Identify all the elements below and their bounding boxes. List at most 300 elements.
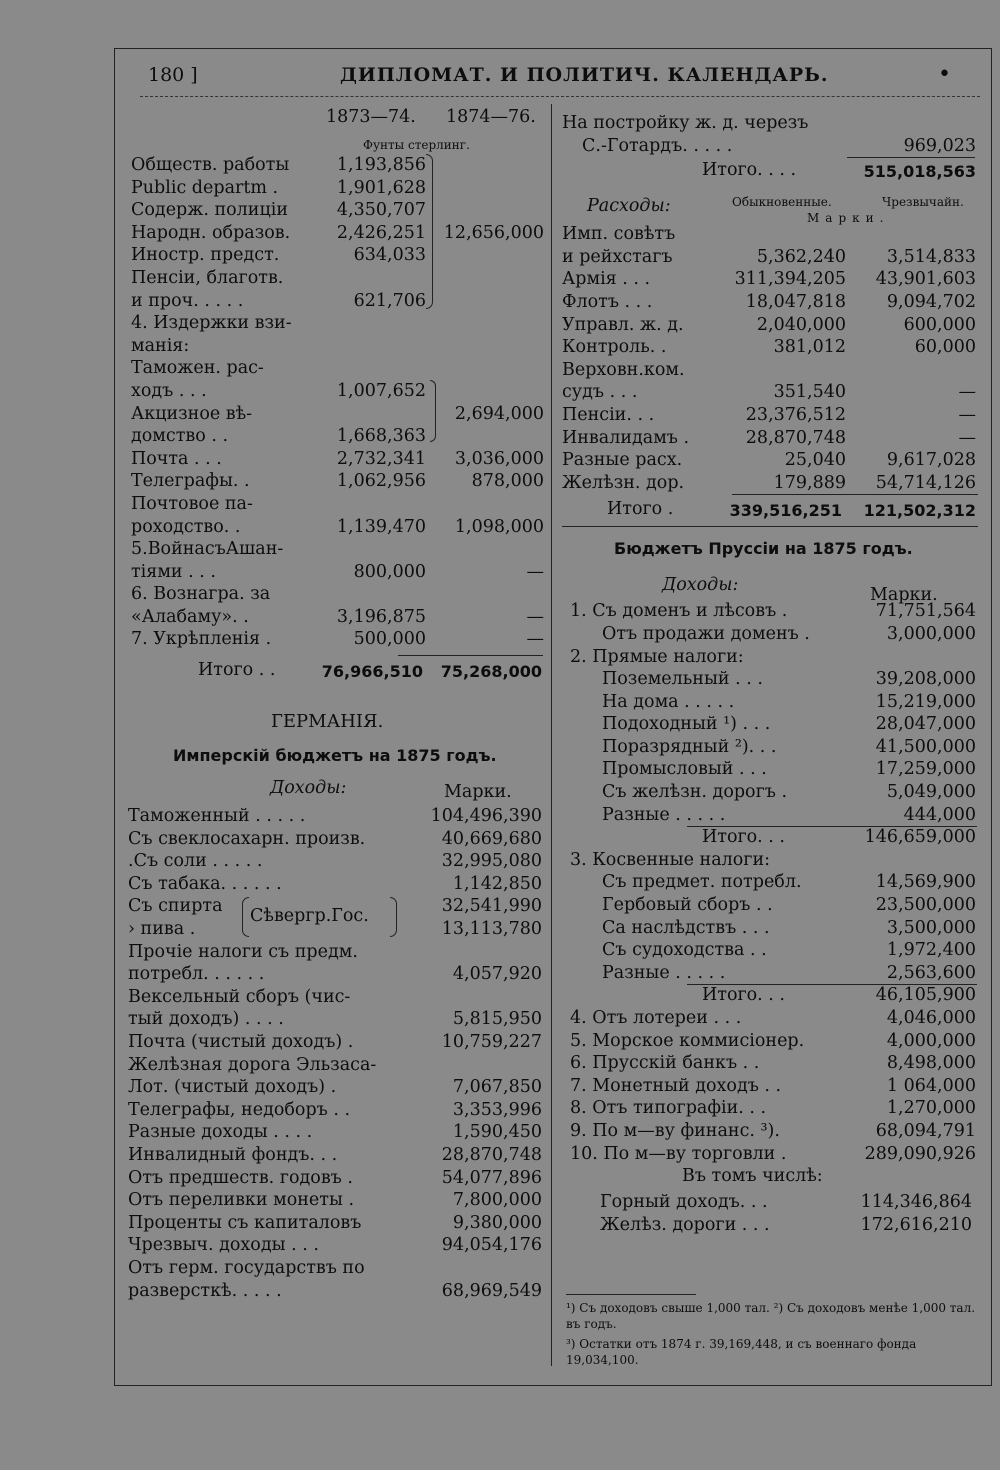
exp-total-label: Итого . [607, 499, 674, 520]
germany-row-value: 7,067,850 [452, 1077, 542, 1098]
germany-row [128, 1234, 548, 1257]
germany-row [128, 1212, 548, 1235]
column-separator [551, 104, 552, 1366]
expense-row [562, 381, 978, 404]
prussia-row-value: 444,000 [903, 804, 976, 825]
expense-row-label: и рейхстагъ [562, 246, 673, 267]
germany-row [128, 1257, 548, 1280]
uk-row-v2: — [526, 629, 544, 650]
germany-row-label: Отъ переливки монеты . [128, 1190, 355, 1211]
germany-row-value: 94,054,176 [441, 1235, 542, 1256]
gotthard-row-label: С.-Готардъ. . . . . [582, 135, 733, 156]
uk-row-v1: 2,426,251 [336, 222, 426, 243]
germany-row-value: 10,759,227 [441, 1032, 542, 1052]
uk-row-label: Содерж. полиціи [131, 200, 288, 221]
brace-group-2 [430, 380, 436, 442]
prussia-row [562, 1097, 978, 1120]
expense-row-label: Имп. совѣтъ [562, 224, 676, 245]
expense-row [562, 223, 978, 246]
prussia-row-value: 3,000,000 [886, 623, 976, 644]
prussia-row-value: 68,094,791 [875, 1120, 976, 1141]
including-label: Въ томъ числѣ: [682, 1166, 823, 1187]
prussia-row-label: Отъ продажи доменъ . [602, 623, 810, 644]
expense-row-v1: 25,040 [784, 450, 846, 471]
uk-table [128, 154, 548, 651]
uk-total-rule [398, 655, 543, 656]
uk-row-label: роходство. . [131, 516, 241, 537]
exp-total-v1: 339,516,251 [729, 501, 842, 521]
prussia-row-label: 9. По м—ву финанс. ³). [570, 1120, 780, 1141]
uk-row-label: домство . . [131, 426, 229, 447]
expense-row-v1: 5,362,240 [756, 246, 846, 267]
header-rule [140, 96, 980, 103]
germany-row [128, 1008, 548, 1031]
uk-row [128, 267, 548, 290]
prussia-title: Бюджетъ Пруссіи на 1875 годъ. [614, 539, 913, 559]
uk-row-label: 5.ВойнасъАшан- [131, 539, 284, 560]
prussia-row-value: 28,047,000 [875, 714, 976, 735]
germany-row-label: .Съ соли . . . . . [128, 851, 263, 872]
germany-row-label: Таможенный . . . . . [128, 806, 306, 827]
prussia-row [562, 1143, 978, 1166]
uk-row-v2: 12,656,000 [443, 222, 544, 243]
prussia-row-value: 14,569,900 [875, 872, 976, 893]
expense-row [562, 291, 978, 314]
gotthard-row [562, 135, 978, 158]
uk-row [128, 403, 548, 426]
prussia-row-label: Разные . . . . . [602, 962, 726, 983]
uk-row-label: 4. Издержки взи- [131, 313, 292, 334]
uk-row-v1: 800,000 [353, 561, 426, 582]
prussia-row-label: Итого. . . [702, 985, 785, 1006]
uk-row-v1: 1,007,652 [336, 380, 426, 401]
uk-row [128, 177, 548, 200]
uk-row-label: Пенсіи, благотв. [131, 267, 284, 288]
expense-row [562, 404, 978, 427]
prussia-row-label: 7. Монетный доходъ . . [570, 1075, 782, 1096]
prussia-row-label: Подоходный ¹) . . . [602, 714, 771, 735]
exp-col2-head: Чрезвычайн. [882, 195, 964, 210]
expense-row [562, 336, 978, 359]
prussia-row-label: Съ желѣзн. дорогъ . [602, 782, 788, 803]
expense-row-label: Пенсіи. . . [562, 404, 655, 425]
expense-row-v2: 600,000 [903, 314, 976, 335]
uk-row-v2: 3,036,000 [454, 448, 544, 469]
prussia-row-value: 15,219,000 [875, 691, 976, 712]
uk-row [128, 561, 548, 584]
exp-unit: Марки. [807, 211, 890, 226]
germany-row-value: 104,496,390 [430, 806, 542, 827]
uk-row-v2: 878,000 [471, 471, 544, 492]
germany-row-label: Разные доходы . . . . [128, 1122, 313, 1143]
footnote-1: ¹) Съ доходовъ свыше 1,000 тал. ²) Съ доходовъ менѣе 1,000 тал. въ годъ. [566, 1301, 976, 1331]
prussia-row-value: 2,563,600 [886, 962, 976, 983]
prussia-row [562, 1075, 978, 1098]
uk-row-label: Public departm . [131, 177, 279, 198]
prussia-row-value: 1,270,000 [886, 1098, 976, 1119]
expense-row-v1: 311,394,205 [734, 269, 846, 290]
prussia-table [562, 600, 978, 1165]
germany-row-label: Почта (чистый доходъ) . [128, 1032, 354, 1052]
uk-row [128, 199, 548, 222]
uk-row-label: Почтовое па- [131, 493, 253, 514]
prussia-row-value: 39,208,000 [875, 669, 976, 690]
germany-row-label: тый доходъ) . . . . [128, 1009, 284, 1030]
prussia-row-label: Итого. . . [702, 827, 785, 848]
including-table [562, 1191, 978, 1236]
expense-row [562, 268, 978, 291]
germany-row [128, 986, 548, 1009]
prussia-row [562, 826, 978, 849]
germany-row [128, 805, 548, 828]
expense-row-label: Верховн.ком. [562, 359, 685, 380]
prussia-row-label: 5. Морское коммисіонер. [570, 1030, 805, 1051]
germany-row [128, 828, 548, 851]
expense-row-label: Флотъ . . . [562, 291, 653, 312]
uk-row [128, 448, 548, 471]
expense-row [562, 427, 978, 450]
germany-row-label: Инвалидный фондъ. . . [128, 1144, 338, 1165]
uk-row-v1: 2,732,341 [336, 448, 426, 469]
germany-row-label: › пива . [128, 919, 196, 940]
uk-row-label: Почта . . . [131, 448, 222, 469]
expense-row-v2: — [958, 382, 976, 403]
germany-row-label: Проценты съ капиталовъ [128, 1212, 362, 1233]
prussia-row-value: 3,500,000 [886, 917, 976, 938]
uk-row [128, 425, 548, 448]
uk-row-v1: 1,139,470 [336, 516, 426, 537]
prussia-row [562, 781, 978, 804]
expense-row [562, 359, 978, 382]
uk-total-v2: 75,268,000 [440, 662, 542, 682]
prussia-row-value: 1 064,000 [886, 1075, 976, 1096]
expense-row [562, 472, 978, 495]
germany-income-label: Доходы: [270, 778, 347, 799]
uk-row [128, 154, 548, 177]
expense-row-label: Инвалидамъ . [562, 427, 690, 448]
including-row [562, 1191, 978, 1214]
uk-row [128, 290, 548, 313]
uk-row-label: и проч. . . . . [131, 290, 244, 311]
germany-row-label: Вексельный сборъ (чис- [128, 986, 351, 1007]
uk-row [128, 244, 548, 267]
uk-row [128, 312, 548, 335]
germany-row-value: 1,590,450 [452, 1122, 542, 1143]
uk-row [128, 628, 548, 651]
uk-row [128, 516, 548, 539]
uk-row-label: тіями . . . [131, 561, 216, 582]
including-row-label: Горный доходъ. . . [600, 1192, 768, 1213]
germany-row [128, 1144, 548, 1167]
expense-row-label: Управл. ж. д. [562, 314, 684, 335]
germany-row-value: 3,353,996 [452, 1099, 542, 1120]
gotthard-row-value: 969,023 [903, 135, 976, 156]
prussia-row-label: Съ предмет. потребл. [602, 872, 802, 893]
page-header [128, 60, 973, 100]
brace-group-1 [426, 154, 433, 309]
prussia-row [562, 646, 978, 669]
including-row [562, 1214, 978, 1237]
germany-row-label: Отъ предшеств. годовъ . [128, 1167, 353, 1188]
expense-row-label: Разные расх. [562, 450, 683, 471]
uk-row [128, 335, 548, 358]
uk-row [128, 606, 548, 629]
including-row-value: 172,616,210 [860, 1214, 972, 1235]
germany-row-value: 54,077,896 [441, 1167, 542, 1188]
currency-label: Фунты стерлинг. [363, 138, 470, 152]
uk-row [128, 470, 548, 493]
expense-row-v1: 2,040,000 [756, 314, 846, 335]
prussia-row [562, 1120, 978, 1143]
uk-row-v2: — [526, 606, 544, 627]
germany-row [128, 873, 548, 896]
prussia-row-label: 8. Отъ типографіи. . . [570, 1098, 767, 1119]
uk-row-label: «Алабаму». . [131, 606, 249, 627]
germany-row [128, 941, 548, 964]
germany-row-value: 40,669,680 [441, 828, 542, 849]
gotthard-row-label: На постройку ж. д. черезъ [562, 113, 809, 133]
germany-marks-label: Марки. [444, 782, 512, 803]
gotthard-row [562, 112, 978, 135]
germany-row-label: Отъ герм. государствъ по [128, 1257, 365, 1278]
germany-table [128, 805, 548, 1302]
prussia-row [562, 668, 978, 691]
prussia-row-value: 146,659,000 [864, 827, 976, 848]
germany-row-label: Прочіе налоги съ предм. [128, 941, 358, 962]
uk-row-label: Обществ. работы [131, 155, 290, 175]
germany-row [128, 1167, 548, 1190]
expense-row-v1: 351,540 [773, 382, 846, 403]
running-title: ДИПЛОМАТ. И ПОЛИТИЧ. КАЛЕНДАРЬ. [340, 64, 829, 86]
germany-row-label: Лот. (чистый доходъ) . [128, 1077, 337, 1098]
including-row-value: 114,346,864 [860, 1192, 972, 1213]
right-column [562, 112, 978, 1236]
gotthard-table [562, 112, 978, 157]
expense-row-v1: 179,889 [773, 472, 846, 493]
prussia-row-value: 23,500,000 [875, 895, 976, 916]
prussia-income-label: Доходы: [662, 575, 739, 596]
germany-row-label: Съ спирта [128, 896, 223, 917]
year-col-2: 1874—76. [446, 107, 536, 127]
prussia-row-value: 71,751,564 [875, 601, 976, 622]
germany-row-label: Желѣзная дорога Эльзаса- [128, 1054, 377, 1075]
germany-row-value: 32,995,080 [441, 851, 542, 872]
exp-col1-head: Обыкновенные. [732, 195, 832, 210]
prussia-row-value: 46,105,900 [875, 985, 976, 1006]
footnote-rule [566, 1294, 696, 1295]
prussia-marks-label: Марки. [870, 585, 938, 606]
uk-row-v2: 1,098,000 [454, 516, 544, 537]
uk-row [128, 357, 548, 380]
germany-row [128, 1099, 548, 1122]
uk-row-v1: 634,033 [353, 245, 426, 266]
prussia-row [562, 691, 978, 714]
prussia-row [562, 917, 978, 940]
uk-row [128, 583, 548, 606]
expense-row-v1: 381,012 [773, 337, 846, 358]
germany-row-value: 4,057,920 [452, 964, 542, 985]
expense-row-v2: 9,094,702 [886, 291, 976, 312]
germany-row-value: 68,969,549 [441, 1280, 542, 1301]
uk-row-label: манія: [131, 335, 190, 356]
prussia-row-label: Гербовый сборъ . . [602, 895, 773, 916]
prussia-row-value: 8,498,000 [886, 1053, 976, 1074]
prussia-row [562, 1007, 978, 1030]
including-row-label: Желѣз. дороги . . . [600, 1214, 770, 1235]
left-column [128, 106, 548, 1302]
expense-row-v2: 60,000 [914, 337, 976, 358]
prussia-row-value: 5,049,000 [886, 782, 976, 803]
uk-row-label: Телеграфы. . [131, 471, 250, 492]
germany-row [128, 1031, 548, 1054]
germany-row [128, 963, 548, 986]
germany-row [128, 1054, 548, 1077]
germany-row [128, 850, 548, 873]
prussia-row [562, 713, 978, 736]
prussia-row-label: 3. Косвенные налоги: [570, 849, 771, 870]
uk-row-label: Таможен. рас- [131, 358, 264, 379]
uk-total-label: Итого . . [198, 660, 276, 681]
expense-row-v2: 3,514,833 [886, 246, 976, 267]
germany-row-value: 7,800,000 [452, 1190, 542, 1211]
expense-row-v2: — [958, 427, 976, 448]
germany-row-label: потребл. . . . . . [128, 964, 265, 985]
prussia-row-value: 17,259,000 [875, 759, 976, 780]
prussia-row [562, 600, 978, 623]
expense-row-v2: 43,901,603 [875, 269, 976, 290]
germany-row [128, 1076, 548, 1099]
uk-row-v2: — [526, 561, 544, 582]
prussia-row-label: Промысловый . . . [602, 759, 767, 780]
prussia-row-label: На дома . . . . . [602, 691, 735, 712]
prussia-row [562, 804, 978, 827]
expense-row-v2: 54,714,126 [875, 472, 976, 493]
uk-row-v1: 1,062,956 [336, 471, 426, 492]
uk-row-label: 6. Вознагра. за [131, 584, 271, 605]
germany-row-value: 1,142,850 [452, 873, 542, 894]
prussia-row [562, 1052, 978, 1075]
expense-row-label: Армія . . . [562, 269, 651, 290]
expense-row-v1: 28,870,748 [745, 427, 846, 448]
prussia-row [562, 623, 978, 646]
uk-row-label: Иностр. предст. [131, 245, 280, 266]
spirit-beer-brace-right [390, 897, 397, 937]
expense-row-v1: 23,376,512 [745, 404, 846, 425]
expense-row-label: судъ . . . [562, 382, 638, 403]
prussia-row-label: 6. Прусскій банкъ . . [570, 1053, 760, 1074]
expense-row-v2: — [958, 404, 976, 425]
germany-row [128, 1189, 548, 1212]
uk-row-v1: 500,000 [353, 629, 426, 650]
prussia-row-label: Разные . . . . . [602, 804, 726, 825]
prussia-row-label: 2. Прямые налоги: [570, 646, 744, 667]
prussia-row [562, 849, 978, 872]
germany-row-value: 13,113,780 [441, 919, 542, 940]
uk-row [128, 493, 548, 516]
top-total-value: 515,018,563 [863, 162, 976, 182]
prussia-row [562, 962, 978, 985]
prussia-row [562, 871, 978, 894]
expense-row-label: Желѣзн. дор. [562, 472, 685, 493]
prussia-row [562, 736, 978, 759]
uk-row-label: 7. Укрѣпленія . [131, 629, 272, 650]
uk-row-v1: 4,350,707 [336, 200, 426, 221]
expenses-label: Расходы: [587, 196, 671, 217]
uk-row-label: Народн. образов. [131, 222, 291, 243]
uk-row [128, 222, 548, 245]
footnote-2: ³) Остатки отъ 1874 г. 39,169,448, и съ военнаго фонда 19,034,100. [566, 1337, 917, 1367]
prussia-row-value: 4,000,000 [886, 1030, 976, 1051]
germany-title: ГЕРМАНІЯ. [271, 711, 384, 733]
germany-row-label: Телеграфы, недоборъ . . [128, 1099, 351, 1120]
uk-row-v1: 3,196,875 [336, 606, 426, 627]
prussia-row-label: Поразрядный ²). . . [602, 736, 777, 757]
spirit-beer-note: Сѣвергр.Гос. [250, 906, 369, 927]
germany-row-value: 5,815,950 [452, 1009, 542, 1030]
prussia-row [562, 939, 978, 962]
germany-row [128, 1121, 548, 1144]
expenses-table [562, 223, 978, 494]
germany-row [128, 1280, 548, 1303]
uk-row-v1: 1,193,856 [336, 155, 426, 175]
germany-row-label: Чрезвыч. доходы . . . [128, 1235, 319, 1256]
prussia-row [562, 1030, 978, 1053]
germany-row-label: разверсткѣ. . . . . [128, 1280, 282, 1301]
prussia-row [562, 984, 978, 1007]
germany-row-label: Съ свеклосахарн. произв. [128, 828, 366, 849]
header-mark: • [938, 62, 951, 87]
expense-row [562, 246, 978, 269]
prussia-row-value: 4,046,000 [886, 1008, 976, 1028]
uk-row-v1: 621,706 [353, 290, 426, 311]
prussia-row [562, 894, 978, 917]
prussia-row-label: Съ судоходства . . [602, 940, 767, 961]
germany-row-label: Съ табака. . . . . . [128, 873, 282, 894]
uk-row-label: ходъ . . . [131, 380, 207, 401]
uk-row-v2: 2,694,000 [454, 403, 544, 424]
uk-row [128, 380, 548, 403]
prussia-row-value: 41,500,000 [875, 736, 976, 757]
prussia-row-value: 289,090,926 [864, 1143, 976, 1164]
uk-total-v1: 76,966,510 [321, 662, 423, 682]
prussia-row-value: 1,972,400 [886, 940, 976, 961]
exp-total-v2: 121,502,312 [863, 501, 976, 521]
spirit-beer-brace-left [242, 897, 249, 937]
expense-row [562, 314, 978, 337]
prussia-row [562, 758, 978, 781]
uk-row-v1: 1,668,363 [336, 426, 426, 447]
germany-subtitle: Имперскій бюджетъ на 1875 годъ. [173, 746, 497, 766]
expense-row-v1: 18,047,818 [745, 291, 846, 312]
year-col-1: 1873—74. [326, 107, 416, 127]
uk-row [128, 538, 548, 561]
expense-row [562, 449, 978, 472]
germany-row-value: 28,870,748 [441, 1144, 542, 1165]
prussia-row-label: 4. Отъ лотереи . . . [570, 1008, 742, 1028]
page-number: 180 ] [148, 64, 198, 86]
germany-row-value: 9,380,000 [452, 1212, 542, 1233]
prussia-row-label: 1. Съ доменъ и лѣсовъ . [570, 601, 788, 622]
top-total-label: Итого. . . . [702, 160, 797, 181]
uk-row-label: Акцизное вѣ- [131, 403, 253, 424]
uk-row-v1: 1,901,628 [336, 177, 426, 198]
germany-row-value: 32,541,990 [441, 896, 542, 917]
prussia-row-label: 10. По м—ву торговли . [570, 1143, 787, 1164]
prussia-row-label: Поземельный . . . [602, 669, 763, 690]
prussia-row-label: Са наслѣдствъ . . . [602, 917, 770, 938]
expense-row-label: Контроль. . [562, 337, 667, 358]
expense-row-v2: 9,617,028 [886, 450, 976, 471]
